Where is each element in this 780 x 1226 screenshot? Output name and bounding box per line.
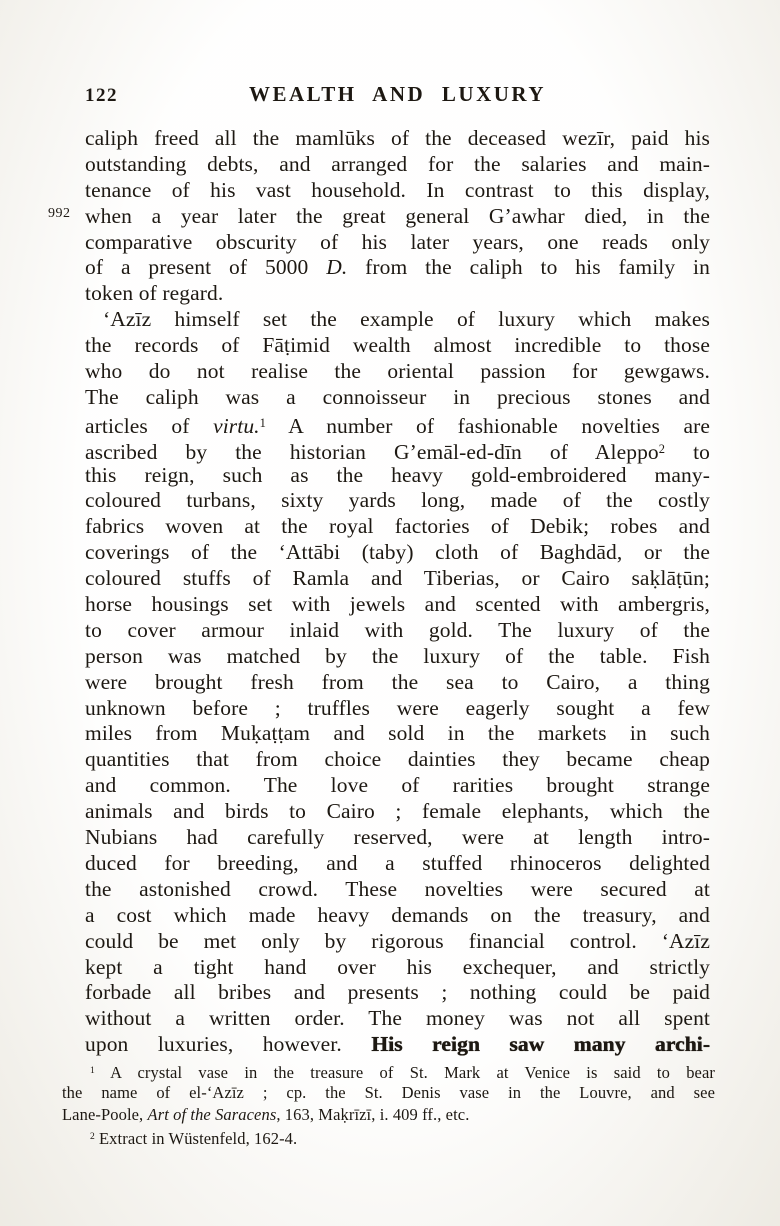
text-segment: D. [326, 255, 348, 280]
text-segment: coloured stuffs of Ramla and Tiberias, or Cairo saḳlāṭūn; [85, 566, 710, 591]
text-segment: articles of [85, 414, 214, 439]
footnote-marker: 2 [90, 1130, 95, 1142]
text-segment: ‘Azīz himself set the example of luxury which makes [103, 307, 710, 332]
margin-year-note: 992 [48, 206, 71, 221]
footnote-marker: 2 [658, 441, 666, 456]
text-line [85, 799, 710, 825]
text-line [85, 333, 710, 359]
paragraph [62, 1060, 715, 1148]
text-segment: the name of el-‘Azīz ; cp. the St. Denis vase in the Louvre, and see [62, 1082, 715, 1102]
text-segment: when a year later the great general G’awhar died, in the [85, 203, 710, 228]
text-segment: Art of the Saracens [147, 1104, 277, 1124]
text-line [85, 281, 710, 307]
text-segment: Extract in Wüstenfeld, 162-4. [94, 1128, 298, 1148]
text-segment: , 163, Maḳrīzī, i. 409 ff., etc. [276, 1104, 470, 1124]
text-line [85, 773, 710, 799]
text-line [62, 1082, 715, 1104]
text-segment: kept a tight hand over his exchequer, and strictly [85, 954, 710, 979]
text-line [85, 1006, 710, 1032]
text-segment: to [665, 439, 711, 464]
text-segment: a cost which made heavy demands on the treasury, and [85, 902, 710, 927]
text-segment: without a written order. The money was not all spent [85, 1006, 710, 1031]
text-line [85, 825, 710, 851]
text-line [85, 540, 710, 566]
text-segment: coverings of the ‘Attābi (taby) cloth of Baghdād, or the [85, 540, 710, 565]
text-line [85, 152, 710, 178]
text-line [85, 359, 710, 385]
paragraph [85, 307, 710, 1058]
text-segment: person was matched by the luxury of the table. Fish [85, 643, 710, 668]
text-line [85, 437, 710, 463]
text-line [85, 592, 710, 618]
text-line [85, 955, 710, 981]
text-line [62, 1126, 715, 1148]
text-line [85, 204, 710, 230]
footnotes [62, 1060, 715, 1148]
text-line [85, 929, 710, 955]
text-segment: virtu. [213, 414, 260, 439]
text-segment: unknown before ; truffles were eagerly sought a few [85, 695, 710, 720]
text-line [85, 903, 710, 929]
text-segment: this reign, such as the heavy gold-embroidered many- [85, 462, 710, 487]
text-line [85, 980, 710, 1006]
text-line [85, 1032, 710, 1058]
text-segment: could be met only by rigorous financial control. ‘Azīz [85, 928, 710, 953]
text-line [85, 670, 710, 696]
body-text [85, 126, 710, 1058]
text-segment: fabrics woven at the royal factories of Debik; robes and [85, 514, 710, 539]
text-segment: miles from Muḳaṭṭam and sold in the markets in such [85, 721, 710, 746]
text-line [85, 230, 710, 256]
text-segment: token of regard. [85, 281, 224, 306]
text-segment: quantities that from choice dainties they became cheap [85, 747, 710, 772]
text-segment: tenance of his vast household. In contrast to this display, [85, 177, 710, 202]
text-segment: from the caliph to his family in [347, 255, 710, 280]
text-line [85, 696, 710, 722]
text-line [85, 851, 710, 877]
text-line [85, 463, 710, 489]
text-segment: Nubians had carefully reserved, were at length intro- [85, 825, 710, 850]
text-line [85, 411, 710, 437]
text-segment: Lane-Poole, [62, 1104, 148, 1124]
text-segment: The caliph was a connoisseur in precious stones and [85, 384, 710, 409]
text-segment: duced for breeding, and a stuffed rhinoceros delighted [85, 850, 710, 875]
text-line [85, 566, 710, 592]
text-segment: forbade all bribes and presents ; nothing could be paid [85, 980, 710, 1005]
text-segment: to cover armour inlaid with gold. The luxury of the [85, 617, 710, 642]
text-line [85, 255, 710, 281]
text-segment: A number of fashionable novelties are [265, 414, 711, 439]
text-segment: A crystal vase in the treasure of St. Mark at Venice is said to bear [94, 1062, 715, 1082]
running-title: WEALTH AND LUXURY [248, 82, 547, 106]
text-segment: outstanding debts, and arranged for the salaries and main- [85, 151, 710, 176]
footnote-marker: 1 [90, 1065, 95, 1076]
text-line [85, 644, 710, 670]
text-line [62, 1104, 715, 1126]
text-line [62, 1060, 715, 1082]
page-header [85, 82, 710, 108]
text-segment: coloured turbans, sixty yards long, made of the costly [85, 488, 710, 513]
text-segment: of a present of 5000 [85, 255, 327, 280]
text-segment: the astonished crowd. These novelties were secured at [85, 876, 710, 901]
text-line [85, 618, 710, 644]
text-segment: the records of Fāṭimid wealth almost incredible to those [85, 333, 710, 358]
footnote-marker: 1 [259, 415, 266, 430]
paragraph [85, 126, 710, 307]
text-line [85, 385, 710, 411]
text-segment: upon luxuries, however. [85, 1032, 372, 1057]
text-segment: and common. The love of rarities brought strange [85, 773, 710, 798]
text-segment: caliph freed all the mamlūks of the deceased wezīr, paid his [85, 126, 710, 150]
text-segment: comparative obscurity of his later years, one reads only [85, 229, 710, 254]
text-line [85, 721, 710, 747]
text-segment: His reign saw many archi- [371, 1032, 710, 1057]
page-number: 122 [85, 85, 118, 106]
text-line [85, 126, 710, 152]
text-segment: animals and birds to Cairo ; female elephants, which the [85, 799, 710, 824]
text-line [85, 514, 710, 540]
text-line [85, 877, 710, 903]
text-line [85, 178, 710, 204]
text-segment: were brought fresh from the sea to Cairo, a thing [85, 669, 710, 694]
text-segment: ascribed by the historian G’emāl-ed-dīn of Aleppo [85, 439, 659, 464]
text-segment: horse housings set with jewels and scented with ambergris, [85, 592, 710, 617]
text-segment: who do not realise the oriental passion for gewgaws. [85, 359, 710, 384]
text-line [85, 747, 710, 773]
text-line [85, 307, 710, 333]
text-line [85, 488, 710, 514]
